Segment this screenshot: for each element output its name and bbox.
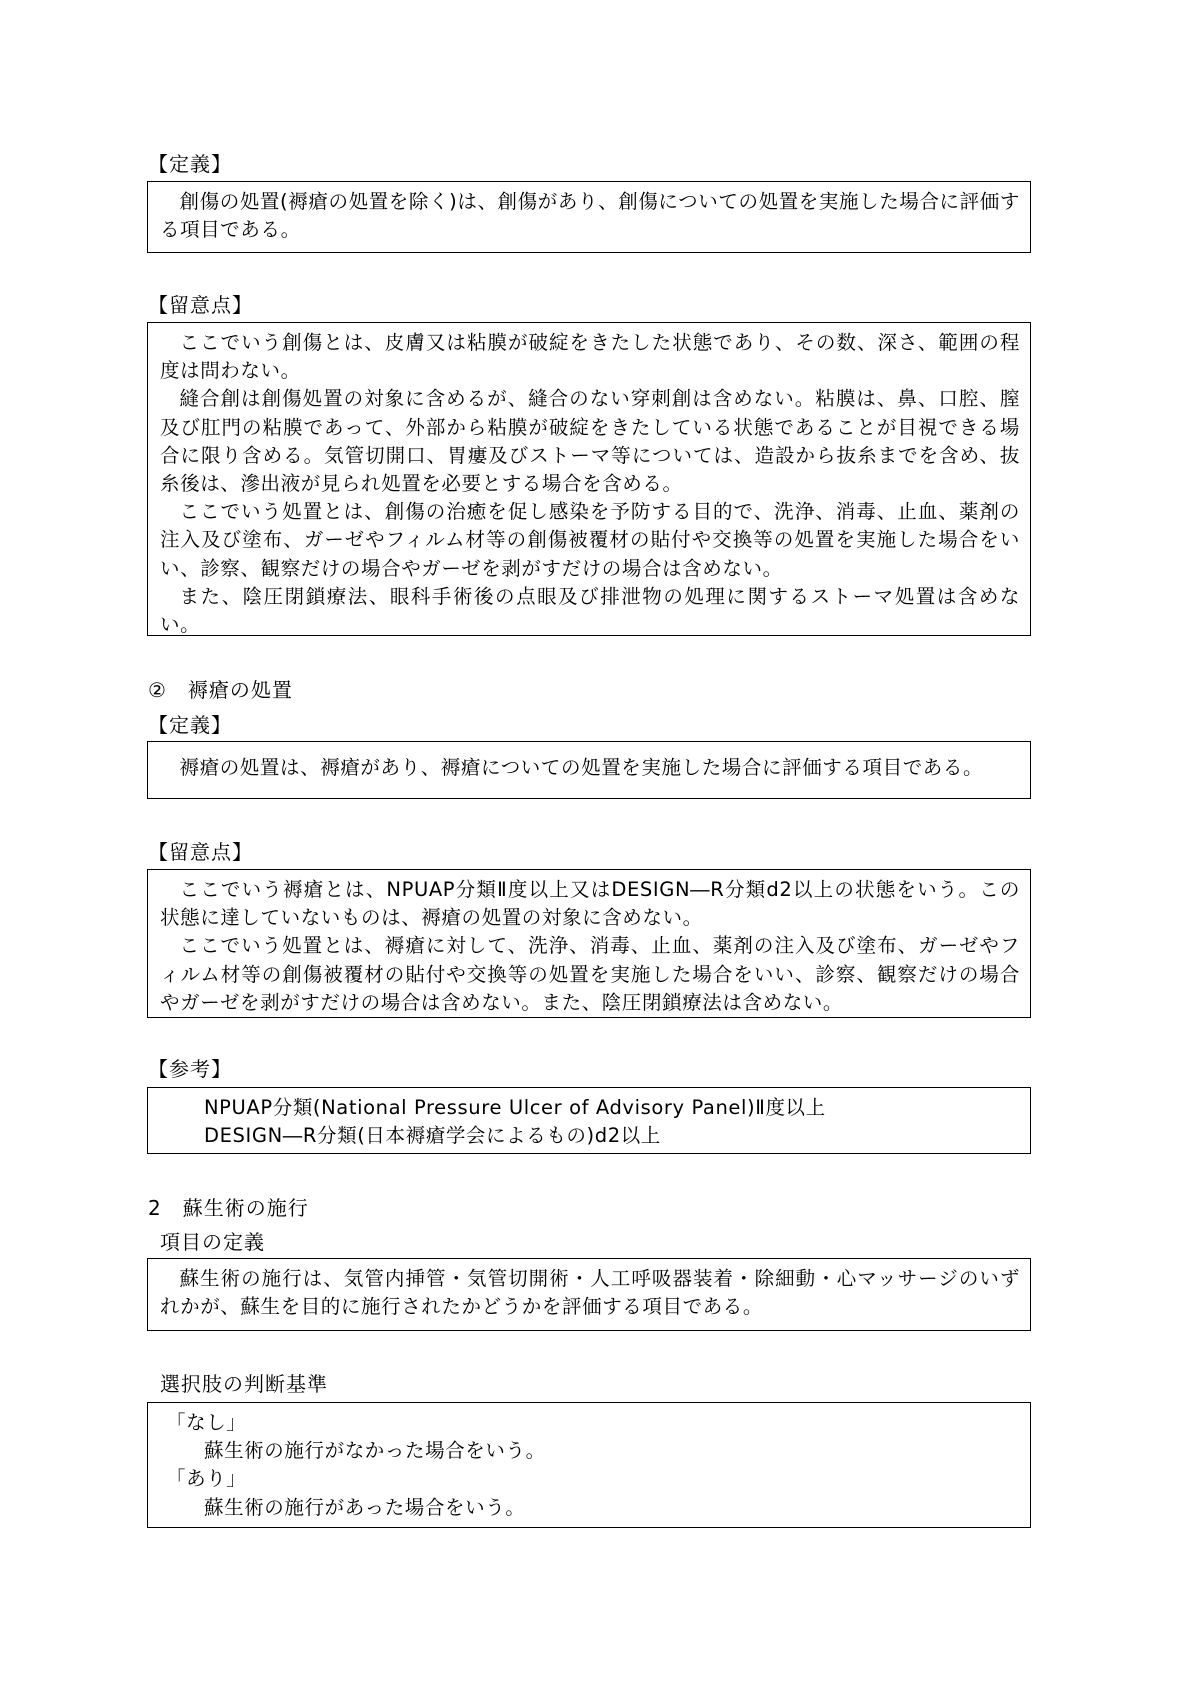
notes-label-2: 【留意点】: [148, 840, 253, 864]
item-definition-text: 蘇生術の施行は、気管内挿管・気管切開術・人工呼吸器装着・除細動・心マッサージのいずれかが、蘇生を目的に施行されたかどうかを評価する項目である。: [160, 1267, 1020, 1319]
criteria-option: 「なし」: [166, 1411, 247, 1434]
criteria-description: 蘇生術の施行がなかった場合をいう。: [204, 1439, 546, 1463]
notes-paragraph: ここでいう処置とは、創傷の治癒を促し感染を予防する目的で、洗浄、消毒、止血、薬剤の注入及び塗布、ガーゼやフィルム材等の創傷被覆材の貼付や交換等の処置を実施した場合をいい、診察、観察だけの場合やガーゼを剥がすだけの場合は含めない。: [160, 500, 1020, 580]
section-heading-resuscitation: 2 蘇生術の施行: [148, 1196, 309, 1220]
criteria-label: 選択肢の判断基準: [160, 1372, 328, 1396]
item-definition-label: 項目の定義: [160, 1230, 265, 1254]
notes-paragraph: ここでいう褥瘡とは、NPUAP分類Ⅱ度以上又はDESIGN―R分類d2以上の状態をいう。この状態に達していないものは、褥瘡の処置の対象に含めない。: [160, 878, 1020, 930]
reference-line: DESIGN―R分類(日本褥瘡学会によるもの)d2以上: [204, 1124, 661, 1148]
definition-label-2: 【定義】: [148, 713, 232, 737]
section-heading-pressure-ulcer: ② 褥瘡の処置: [148, 678, 293, 702]
definition-text-1: 創傷の処置(褥瘡の処置を除く)は、創傷があり、創傷についての処置を実施した場合に評価する項目である。: [160, 190, 1020, 242]
definition-box-1: [147, 181, 1031, 253]
notes-box-1: [147, 322, 1031, 636]
notes-paragraph: 縫合創は創傷処置の対象に含めるが、縫合のない穿刺創は含めない。粘膜は、鼻、口腔、膣及び肛門の粘膜であって、外部から粘膜が破綻をきたしている状態であることが目視できる場合に限り含める。気管切開口、胃瘻及びストーマ等については、造設から抜糸までを含め、抜糸後は、滲出液が見られ処置を必要とする場合を含める。: [160, 387, 1020, 496]
criteria-box: [147, 1402, 1031, 1528]
definition-label-1: 【定義】: [148, 152, 232, 176]
reference-line: NPUAP分類(National Pressure Ulcer of Advisory Panel)Ⅱ度以上: [204, 1096, 826, 1119]
criteria-option: 「あり」: [166, 1467, 247, 1491]
reference-box: [147, 1087, 1031, 1154]
notes-box-2: [147, 869, 1031, 1018]
reference-label: 【参考】: [148, 1057, 232, 1081]
criteria-description: 蘇生術の施行があった場合をいう。: [204, 1495, 526, 1519]
notes-label-1: 【留意点】: [148, 293, 253, 317]
definition-text-2: 褥瘡の処置は、褥瘡があり、褥瘡についての処置を実施した場合に評価する項目である。: [179, 756, 984, 779]
notes-paragraph: ここでいう創傷とは、皮膚又は粘膜が破綻をきたした状態であり、その数、深さ、範囲の程度は問わない。: [160, 331, 1020, 383]
definition-box-2: [147, 741, 1031, 799]
notes-paragraph: また、陰圧閉鎖療法、眼科手術後の点眼及び排泄物の処理に関するストーマ処置は含めない。: [160, 584, 1020, 637]
item-definition-box: [147, 1258, 1031, 1331]
notes-paragraph: ここでいう処置とは、褥瘡に対して、洗浄、消毒、止血、薬剤の注入及び塗布、ガーゼやフィルム材等の創傷被覆材の貼付や交換等の処置を実施した場合をいい、診察、観察だけの場合やガーゼを剥がすだけの場合は含めない。また、陰圧閉鎖療法は含めない。: [160, 934, 1020, 1014]
